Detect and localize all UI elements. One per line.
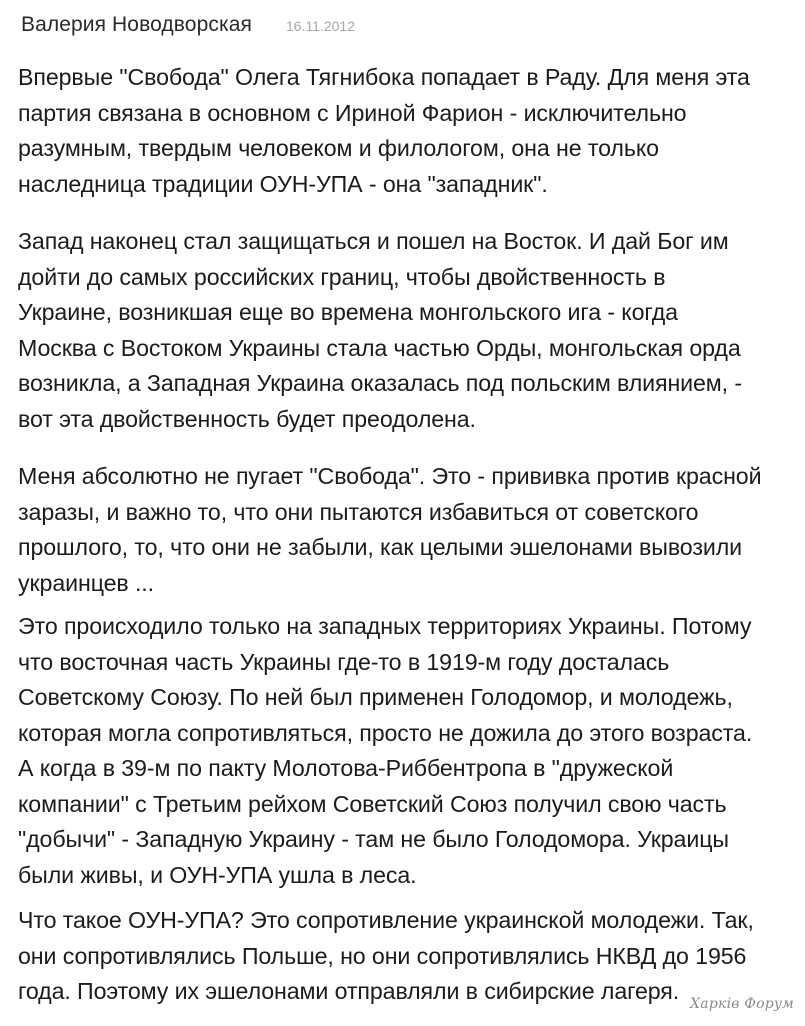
post-date: 16.11.2012 (285, 18, 355, 34)
author-name: Валерия Новодворская (21, 13, 252, 36)
paragraph-3: Меня абсолютно не пугает "Свобода". Это - прививка против красной заразы, и важно то, что они пытаются избавиться от советского прошлого, то, что они не забыли, как целыми эшелонами вывозили украинцев ... (18, 463, 762, 596)
paragraph-4: Это происходило только на западных территориях Украины. Потому что восточная часть Украины где-то в 1919-м году досталась Советскому Союзу. По ней был применен Голодомор, и молодежь, которая могла сопротивляться, просто не дожила до этого возраста. А когда в 39-м по пакту Молотова-Риббентропа в "дружеской компании" с Третьим рейхом Советский Союз получил свою часть "добычи" - Западную Украину - там не было Голодомора. Украицы были живы, и ОУН-УПА ушла в леса. (18, 613, 753, 888)
article-body (18, 60, 800, 1010)
paragraph-5: Что такое ОУН-УПА? Это сопротивление украинской молодежи. Так, они сопротивлялись Польше, но они сопротивлялись НКВД до 1956 года. Поэтому их эшелонами отправляли в сибирские лагеря. (18, 907, 754, 1004)
watermark: Харків Форум (690, 996, 794, 1012)
paragraph-2: Запад наконец стал защищаться и пошел на Восток. И дай Бог им дойти до самых российских границ, чтобы двойственность в Украине, возникшая еще во времена монгольского ига - когда Москва с Востоком Украины стала частью Орды, монгольская орда возникла, а Западная Украина оказалась под польским влиянием, - вот эта двойственность будет преодолена. (18, 228, 742, 432)
paragraph-1: Впервые "Свобода" Олега Тягнибока попадает в Раду. Для меня эта партия связана в основном с Ириной Фарион - исключительно разумным, твердым человеком и филологом, она не только наследница традиции ОУН-УПА - она "западник". (18, 64, 750, 197)
post-header (21, 13, 355, 37)
